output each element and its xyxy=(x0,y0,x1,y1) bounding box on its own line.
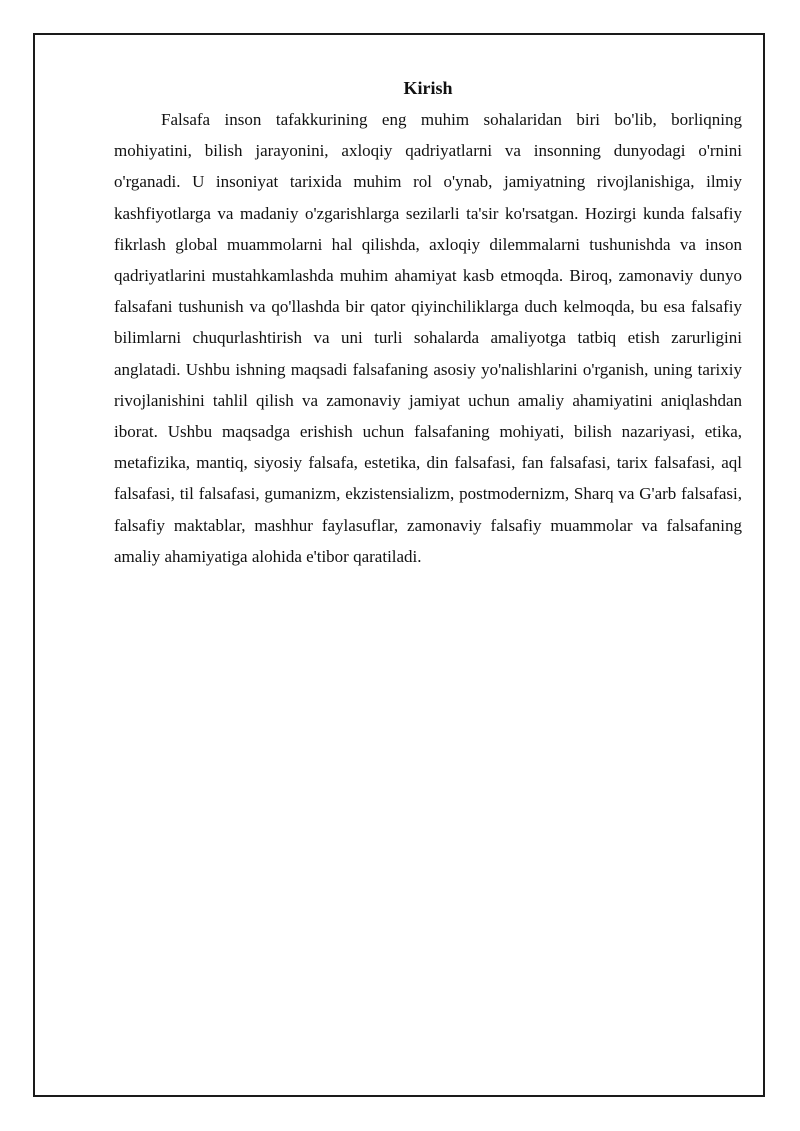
document-body xyxy=(114,76,742,572)
section-title: Kirish xyxy=(403,78,453,98)
intro-paragraph: Falsafa inson tafakkurining eng muhim sohalaridan biri bo'lib, borliqning mohiyatini, bilish jarayonini, axloqiy qadriyatlarni va insonning dunyodagi o'rnini o'rganadi. U insoniyat tarixida muhim rol o'ynab, jamiyatning rivojlanishiga, ilmiy kashfiyotlarga va madaniy o'zgarishlarga sezilarli ta'sir ko'rsatgan. Hozirgi kunda falsafiy fikrlash global muammolarni hal qilishda, axloqiy dilemmalarni tushunishda va inson qadriyatlarini mustahkamlashda muhim ahamiyat kasb etmoqda. Biroq, zamonaviy dunyo falsafani tushunish va qo'llashda bir qator qiyinchiliklarga duch kelmoqda, bu esa falsafiy bilimlarni chuqurlashtirish va uni turli sohalarda amaliyotga tatbiq etish zarurligini anglatadi. Ushbu ishning maqsadi falsafaning asosiy yo'nalishlarini o'rganish, uning tarixiy rivojlanishini tahlil qilish va zamonaviy jamiyat uchun amaliy ahamiyatini aniqlashdan iborat. Ushbu maqsadga erishish uchun falsafaning mohiyati, bilish nazariyasi, etika, metafizika, mantiq, siyosiy falsafa, estetika, din falsafasi, fan falsafasi, tarix falsafasi, aql falsafasi, til falsafasi, gumanizm, ekzistensializm, postmodernizm, Sharq va G'arb falsafasi, falsafiy maktablar, mashhur faylasuflar, zamonaviy falsafiy muammolar va falsafaning amaliy ahamiyatiga alohida e'tibor qaratiladi. xyxy=(114,110,742,566)
